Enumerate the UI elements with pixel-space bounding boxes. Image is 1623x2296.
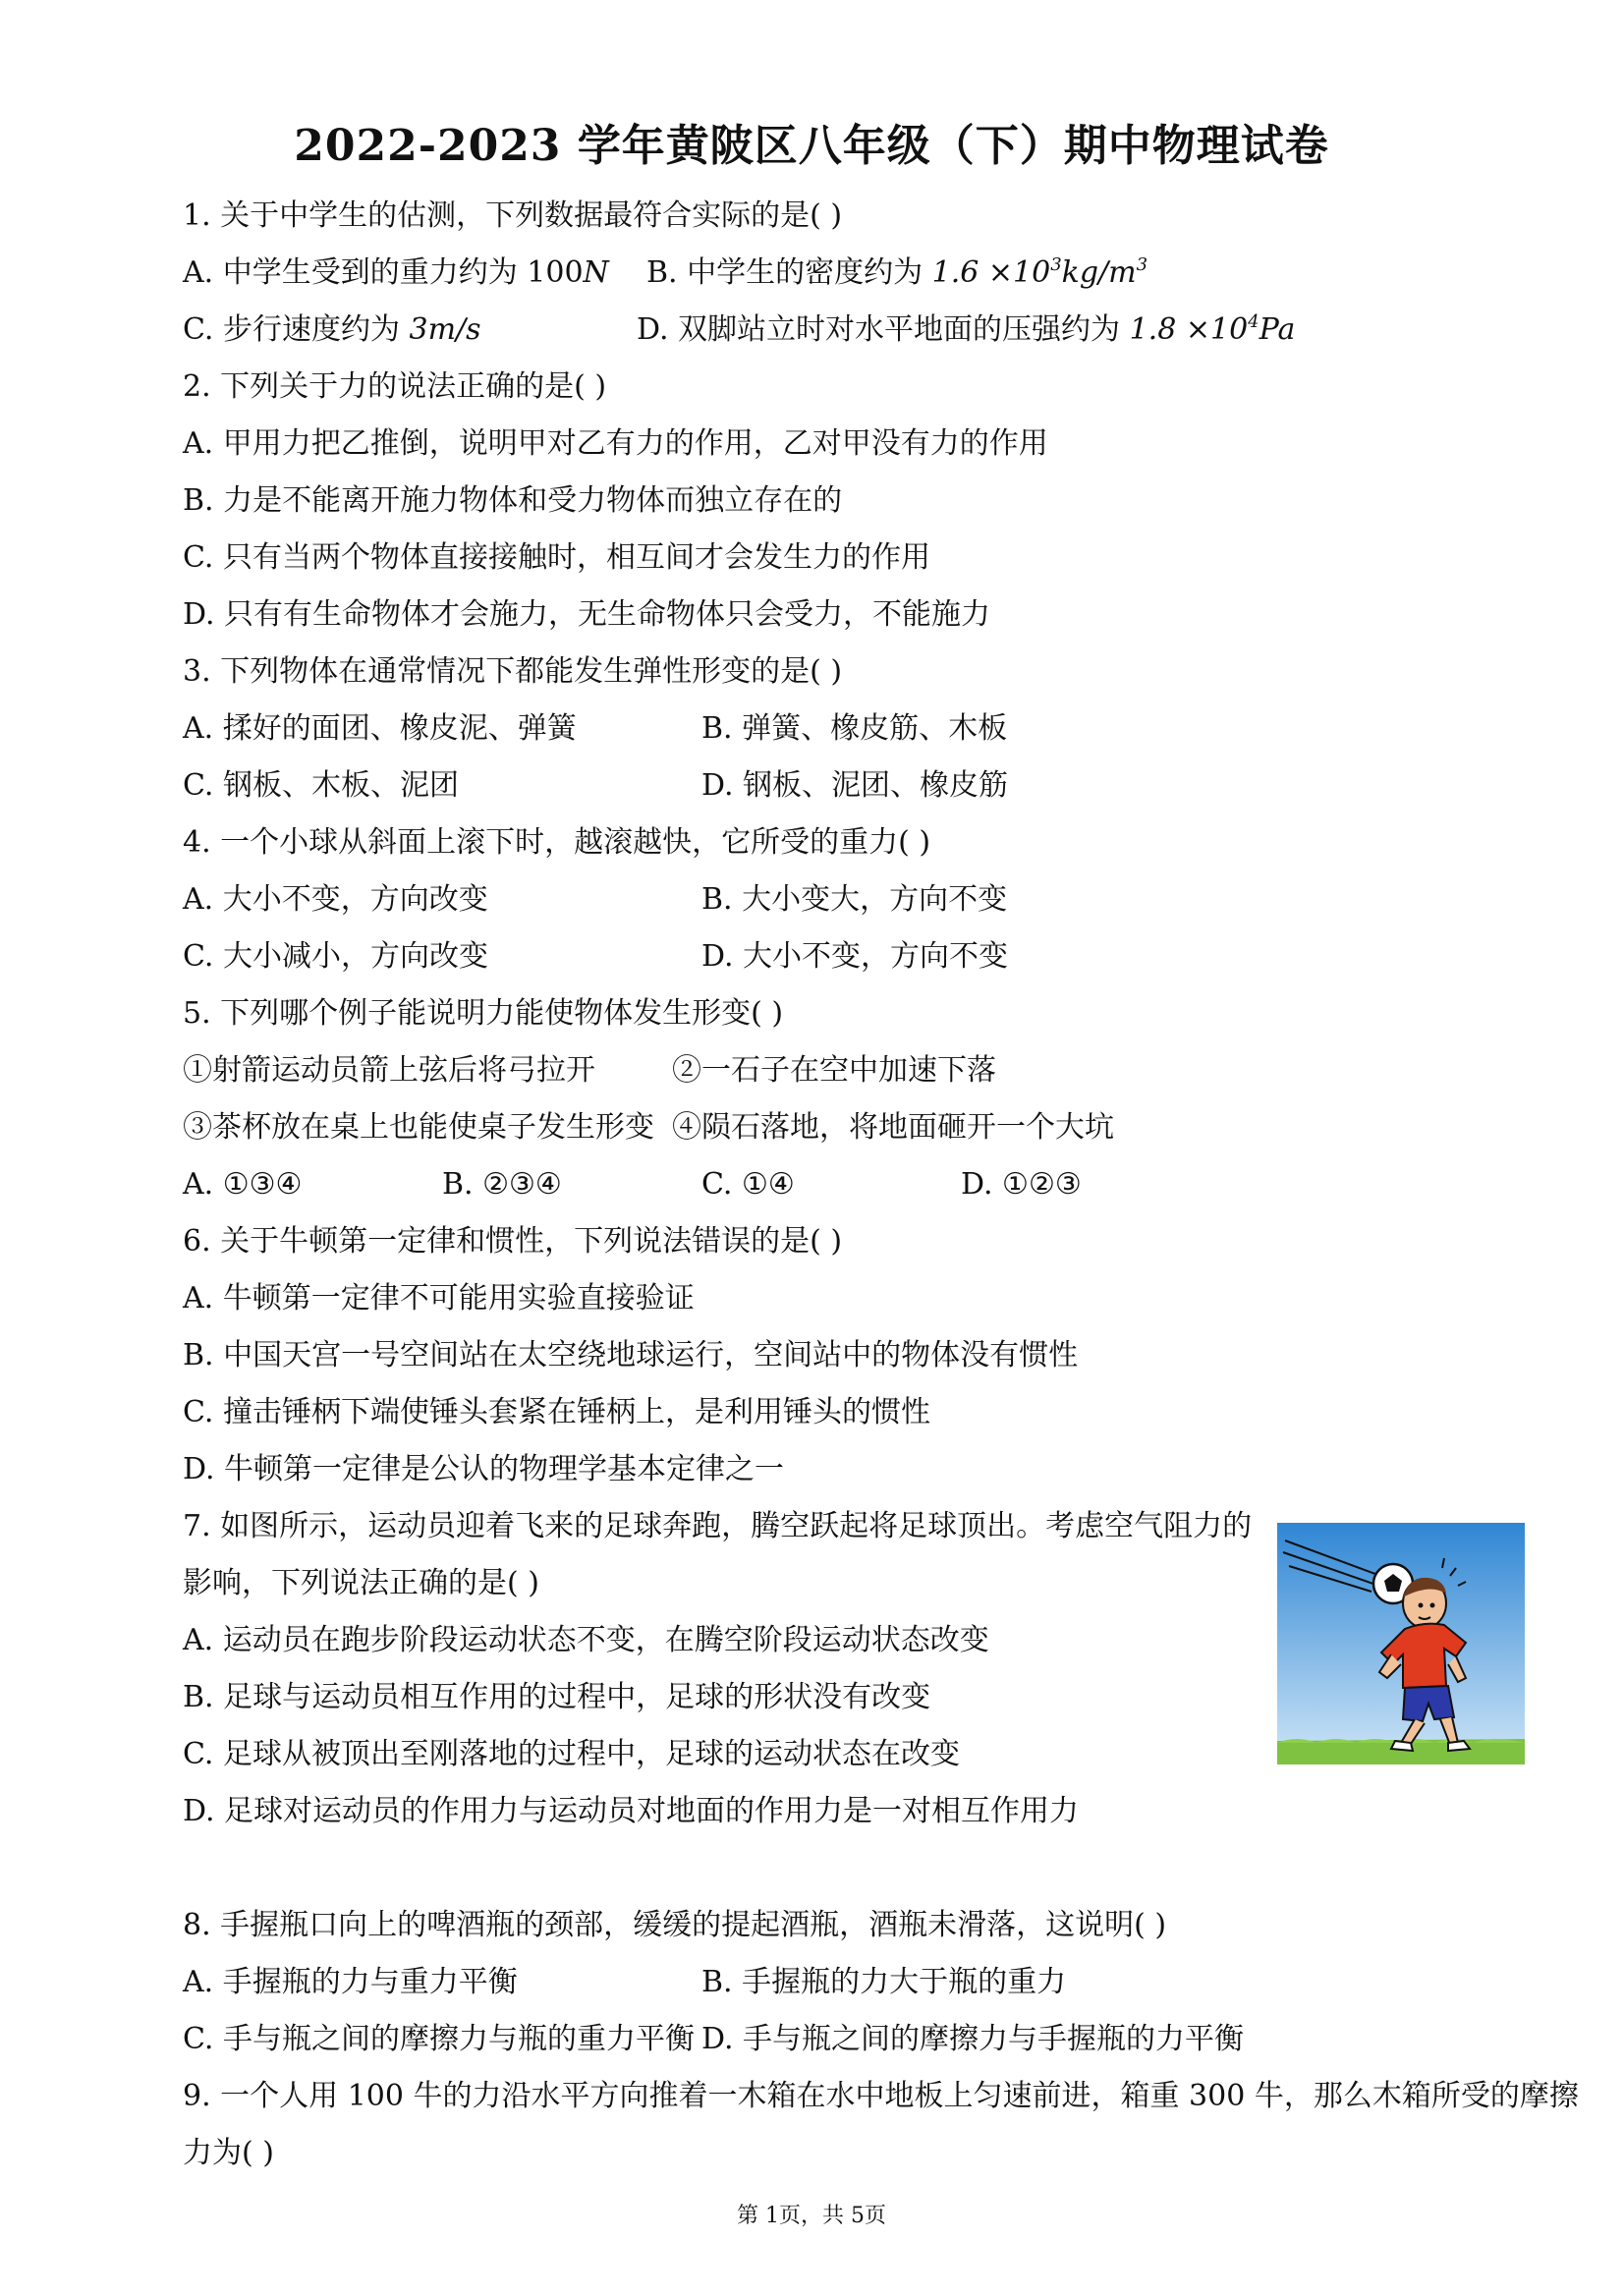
question-3-stem: 3. 下列物体在通常情况下都能发生弹性形变的是( ): [183, 654, 843, 689]
soccer-header-illustration: [1277, 1523, 1525, 1764]
q5-statement-4: ④陨石落地，将地面砸开一个大坑: [672, 1110, 1114, 1145]
q2-option-a: A. 甲用力把乙推倒，说明甲对乙有力的作用，乙对甲没有力的作用: [183, 426, 1048, 461]
q1-option-d: D. 双脚站立时对水平地面的压强约为 $1.8 \times 10^4Pa$: [637, 311, 1296, 347]
q3-option-b: B. 弹簧、橡皮筋、木板: [701, 711, 1008, 746]
q6-option-b: B. 中国天宫一号空间站在太空绕地球运行，空间站中的物体没有惯性: [183, 1338, 1079, 1372]
q7-option-a: A. 运动员在跑步阶段运动状态不变，在腾空阶段运动状态改变: [183, 1623, 989, 1657]
q6-option-d: D. 牛顿第一定律是公认的物理学基本定律之一: [183, 1452, 785, 1486]
question-5-stem: 5. 下列哪个例子能说明力能使物体发生形变( ): [183, 996, 784, 1031]
q6-option-a: A. 牛顿第一定律不可能用实验直接验证: [183, 1281, 695, 1316]
q2-option-c: C. 只有当两个物体直接接触时，相互间才会发生力的作用: [183, 540, 930, 575]
q5-statement-1: ①射箭运动员箭上弦后将弓拉开: [183, 1053, 595, 1088]
q2-option-d: D. 只有有生命物体才会施力，无生命物体只会受力，不能施力: [183, 597, 991, 632]
q7-option-c: C. 足球从被顶出至刚落地的过程中，足球的运动状态在改变: [183, 1737, 960, 1771]
q7-option-d: D. 足球对运动员的作用力与运动员对地面的作用力是一对相互作用力: [183, 1794, 1080, 1828]
q3-option-c: C. 钢板、木板、泥团: [183, 768, 459, 803]
question-9-stem-cont: 力为( ): [183, 2136, 274, 2170]
q2-option-b: B. 力是不能离开施力物体和受力物体而独立存在的: [183, 483, 843, 518]
page-title: 2022-2023 学年黄陂区八年级（下）期中物理试卷: [294, 121, 1329, 171]
q4-option-c: C. 大小减小，方向改变: [183, 939, 488, 974]
q5-option-b: B. ②③④: [442, 1167, 562, 1202]
q5-option-d: D. ①②③: [961, 1167, 1082, 1202]
q8-option-d: D. 手与瓶之间的摩擦力与手握瓶的力平衡: [701, 2022, 1245, 2056]
question-2-stem: 2. 下列关于力的说法正确的是( ): [183, 369, 607, 404]
q7-option-b: B. 足球与运动员相互作用的过程中，足球的形状没有改变: [183, 1680, 931, 1714]
q3-option-a: A. 揉好的面团、橡皮泥、弹簧: [183, 711, 577, 746]
q6-option-c: C. 撞击锤柄下端使锤头套紧在锤柄上，是利用锤头的惯性: [183, 1395, 930, 1429]
page-footer: 第 1页，共 5页: [737, 2204, 886, 2228]
q4-option-d: D. 大小不变，方向不变: [701, 939, 1009, 974]
question-4-stem: 4. 一个小球从斜面上滚下时，越滚越快，它所受的重力( ): [183, 825, 931, 860]
q3-option-d: D. 钢板、泥团、橡皮筋: [701, 768, 1009, 803]
question-8-stem: 8. 手握瓶口向上的啤酒瓶的颈部，缓缓的提起酒瓶，酒瓶未滑落，这说明( ): [183, 1908, 1167, 1942]
question-6-stem: 6. 关于牛顿第一定律和惯性，下列说法错误的是( ): [183, 1224, 843, 1259]
q5-statement-2: ②一石子在空中加速下落: [672, 1053, 996, 1088]
q8-option-c: C. 手与瓶之间的摩擦力与瓶的重力平衡: [183, 2022, 695, 2056]
question-7-stem-cont: 影响，下列说法正确的是( ): [183, 1566, 539, 1600]
q1-option-a: A. 中学生受到的重力约为 100N: [183, 255, 609, 290]
q8-option-a: A. 手握瓶的力与重力平衡: [183, 1965, 518, 1999]
q8-option-b: B. 手握瓶的力大于瓶的重力: [701, 1965, 1067, 1999]
q1-option-b: B. 中学生的密度约为 $1.6 \times 10^3kg/m^3$: [646, 254, 1148, 290]
question-1-stem: 1. 关于中学生的估测，下列数据最符合实际的是( ): [183, 198, 843, 233]
q5-option-c: C. ①④: [701, 1167, 795, 1202]
question-7-stem: 7. 如图所示，运动员迎着飞来的足球奔跑，腾空跃起将足球顶出。考虑空气阻力的: [183, 1509, 1253, 1543]
q4-option-a: A. 大小不变，方向改变: [183, 882, 488, 917]
q5-option-a: A. ①③④: [183, 1167, 303, 1202]
q1-option-c: C. 步行速度约为 3m/s: [183, 312, 481, 347]
question-9-stem: 9. 一个人用 100 牛的力沿水平方向推着一木箱在水中地板上匀速前进，箱重 300 牛，那么木箱所受的摩擦: [183, 2079, 1579, 2113]
q4-option-b: B. 大小变大，方向不变: [701, 882, 1008, 917]
q5-statement-3: ③茶杯放在桌上也能使桌子发生形变: [183, 1110, 654, 1145]
